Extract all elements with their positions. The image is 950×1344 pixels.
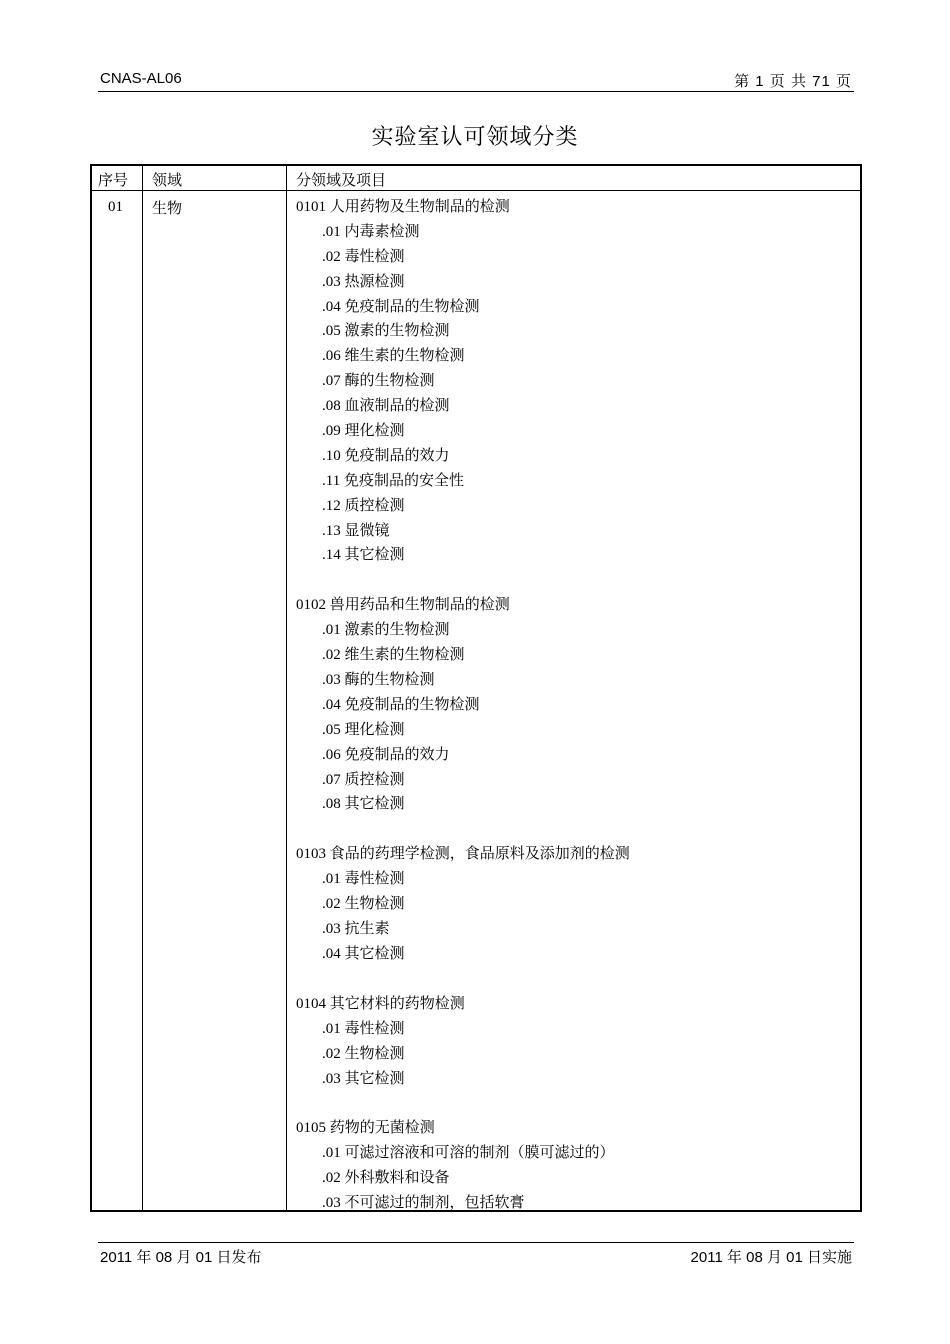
- project-item: .02 维生素的生物检测: [322, 647, 465, 664]
- page-footer: [98, 1242, 854, 1270]
- project-item: .01 毒性检测: [322, 1020, 405, 1037]
- classification-table: [90, 164, 862, 1212]
- project-item: .07 质控检测: [322, 771, 405, 788]
- project-item: .08 其它检测: [322, 796, 405, 813]
- column-divider: [286, 166, 287, 1210]
- project-item: .01 激素的生物检测: [322, 622, 450, 639]
- subdomain-list: [296, 195, 856, 1241]
- project-item: .14 其它检测: [322, 547, 405, 564]
- project-item: .04 免疫制品的生物检测: [322, 696, 480, 713]
- project-item: .03 其它检测: [322, 1070, 405, 1087]
- document-title: 实验室认可领域分类: [371, 124, 579, 149]
- column-header-domain: 领域: [152, 173, 183, 189]
- column-header-number: 序号: [98, 173, 129, 189]
- project-item: .02 生物检测: [322, 896, 405, 913]
- project-item: .13 显微镜: [322, 522, 390, 539]
- project-item: .03 不可滤过的制剂，包括软膏: [322, 1195, 525, 1212]
- subdomain-heading: 0103 食品的药理学检测，食品原料及添加剂的检测: [296, 846, 630, 863]
- subdomain-group: [296, 992, 856, 1092]
- subdomain-group: [296, 842, 856, 966]
- subdomain-heading: 0101 人用药物及生物制品的检测: [296, 199, 510, 215]
- project-item: .02 生物检测: [322, 1045, 405, 1062]
- effective-date: 2011 年 08 月 01 日实施: [690, 1249, 852, 1266]
- project-item: .01 内毒素检测: [322, 223, 420, 240]
- project-item: .03 热源检测: [322, 273, 405, 290]
- project-item: .06 维生素的生物检测: [322, 348, 465, 365]
- project-item: .04 免疫制品的生物检测: [322, 298, 480, 315]
- project-item: .10 免疫制品的效力: [322, 447, 450, 464]
- project-item: .05 理化检测: [322, 721, 405, 738]
- project-item: .01 可滤过溶液和可溶的制剂（膜可滤过的）: [322, 1145, 615, 1162]
- project-item: .12 质控检测: [322, 497, 405, 514]
- subdomain-group: [296, 593, 856, 817]
- subdomain-group: [296, 195, 856, 568]
- page-header: [98, 66, 854, 92]
- project-item: .09 理化检测: [322, 423, 405, 440]
- project-item: .03 酶的生物检测: [322, 672, 435, 689]
- project-item: .04 其它检测: [322, 945, 405, 962]
- project-item: .06 免疫制品的效力: [322, 746, 450, 763]
- project-item: .02 毒性检测: [322, 248, 405, 265]
- document-code: CNAS-AL06: [100, 70, 182, 87]
- project-item: .03 抗生素: [322, 921, 390, 938]
- page-number: 第 1 页 共 71 页: [734, 73, 852, 90]
- subdomain-heading: 0104 其它材料的药物检测: [296, 995, 465, 1012]
- project-item: .01 毒性检测: [322, 871, 405, 888]
- project-item: .02 外科敷料和设备: [322, 1170, 450, 1187]
- footer-rule: [98, 1242, 854, 1243]
- project-item: .05 激素的生物检测: [322, 323, 450, 340]
- project-item: .11 免疫制品的安全性: [322, 472, 464, 489]
- issue-date: 2011 年 08 月 01 日发布: [100, 1249, 262, 1266]
- header-rule: [98, 91, 854, 92]
- project-item: .07 酶的生物检测: [322, 373, 435, 390]
- header-row-divider: [92, 190, 860, 191]
- row-number: 01: [108, 199, 123, 215]
- column-header-subdomain: 分领域及项目: [296, 173, 387, 189]
- row-domain: 生物: [152, 201, 183, 217]
- column-divider: [142, 166, 143, 1210]
- subdomain-heading: 0102 兽用药品和生物制品的检测: [296, 597, 510, 614]
- subdomain-heading: 0105 药物的无菌检测: [296, 1120, 435, 1137]
- subdomain-group: [296, 1116, 856, 1216]
- project-item: .08 血液制品的检测: [322, 398, 450, 415]
